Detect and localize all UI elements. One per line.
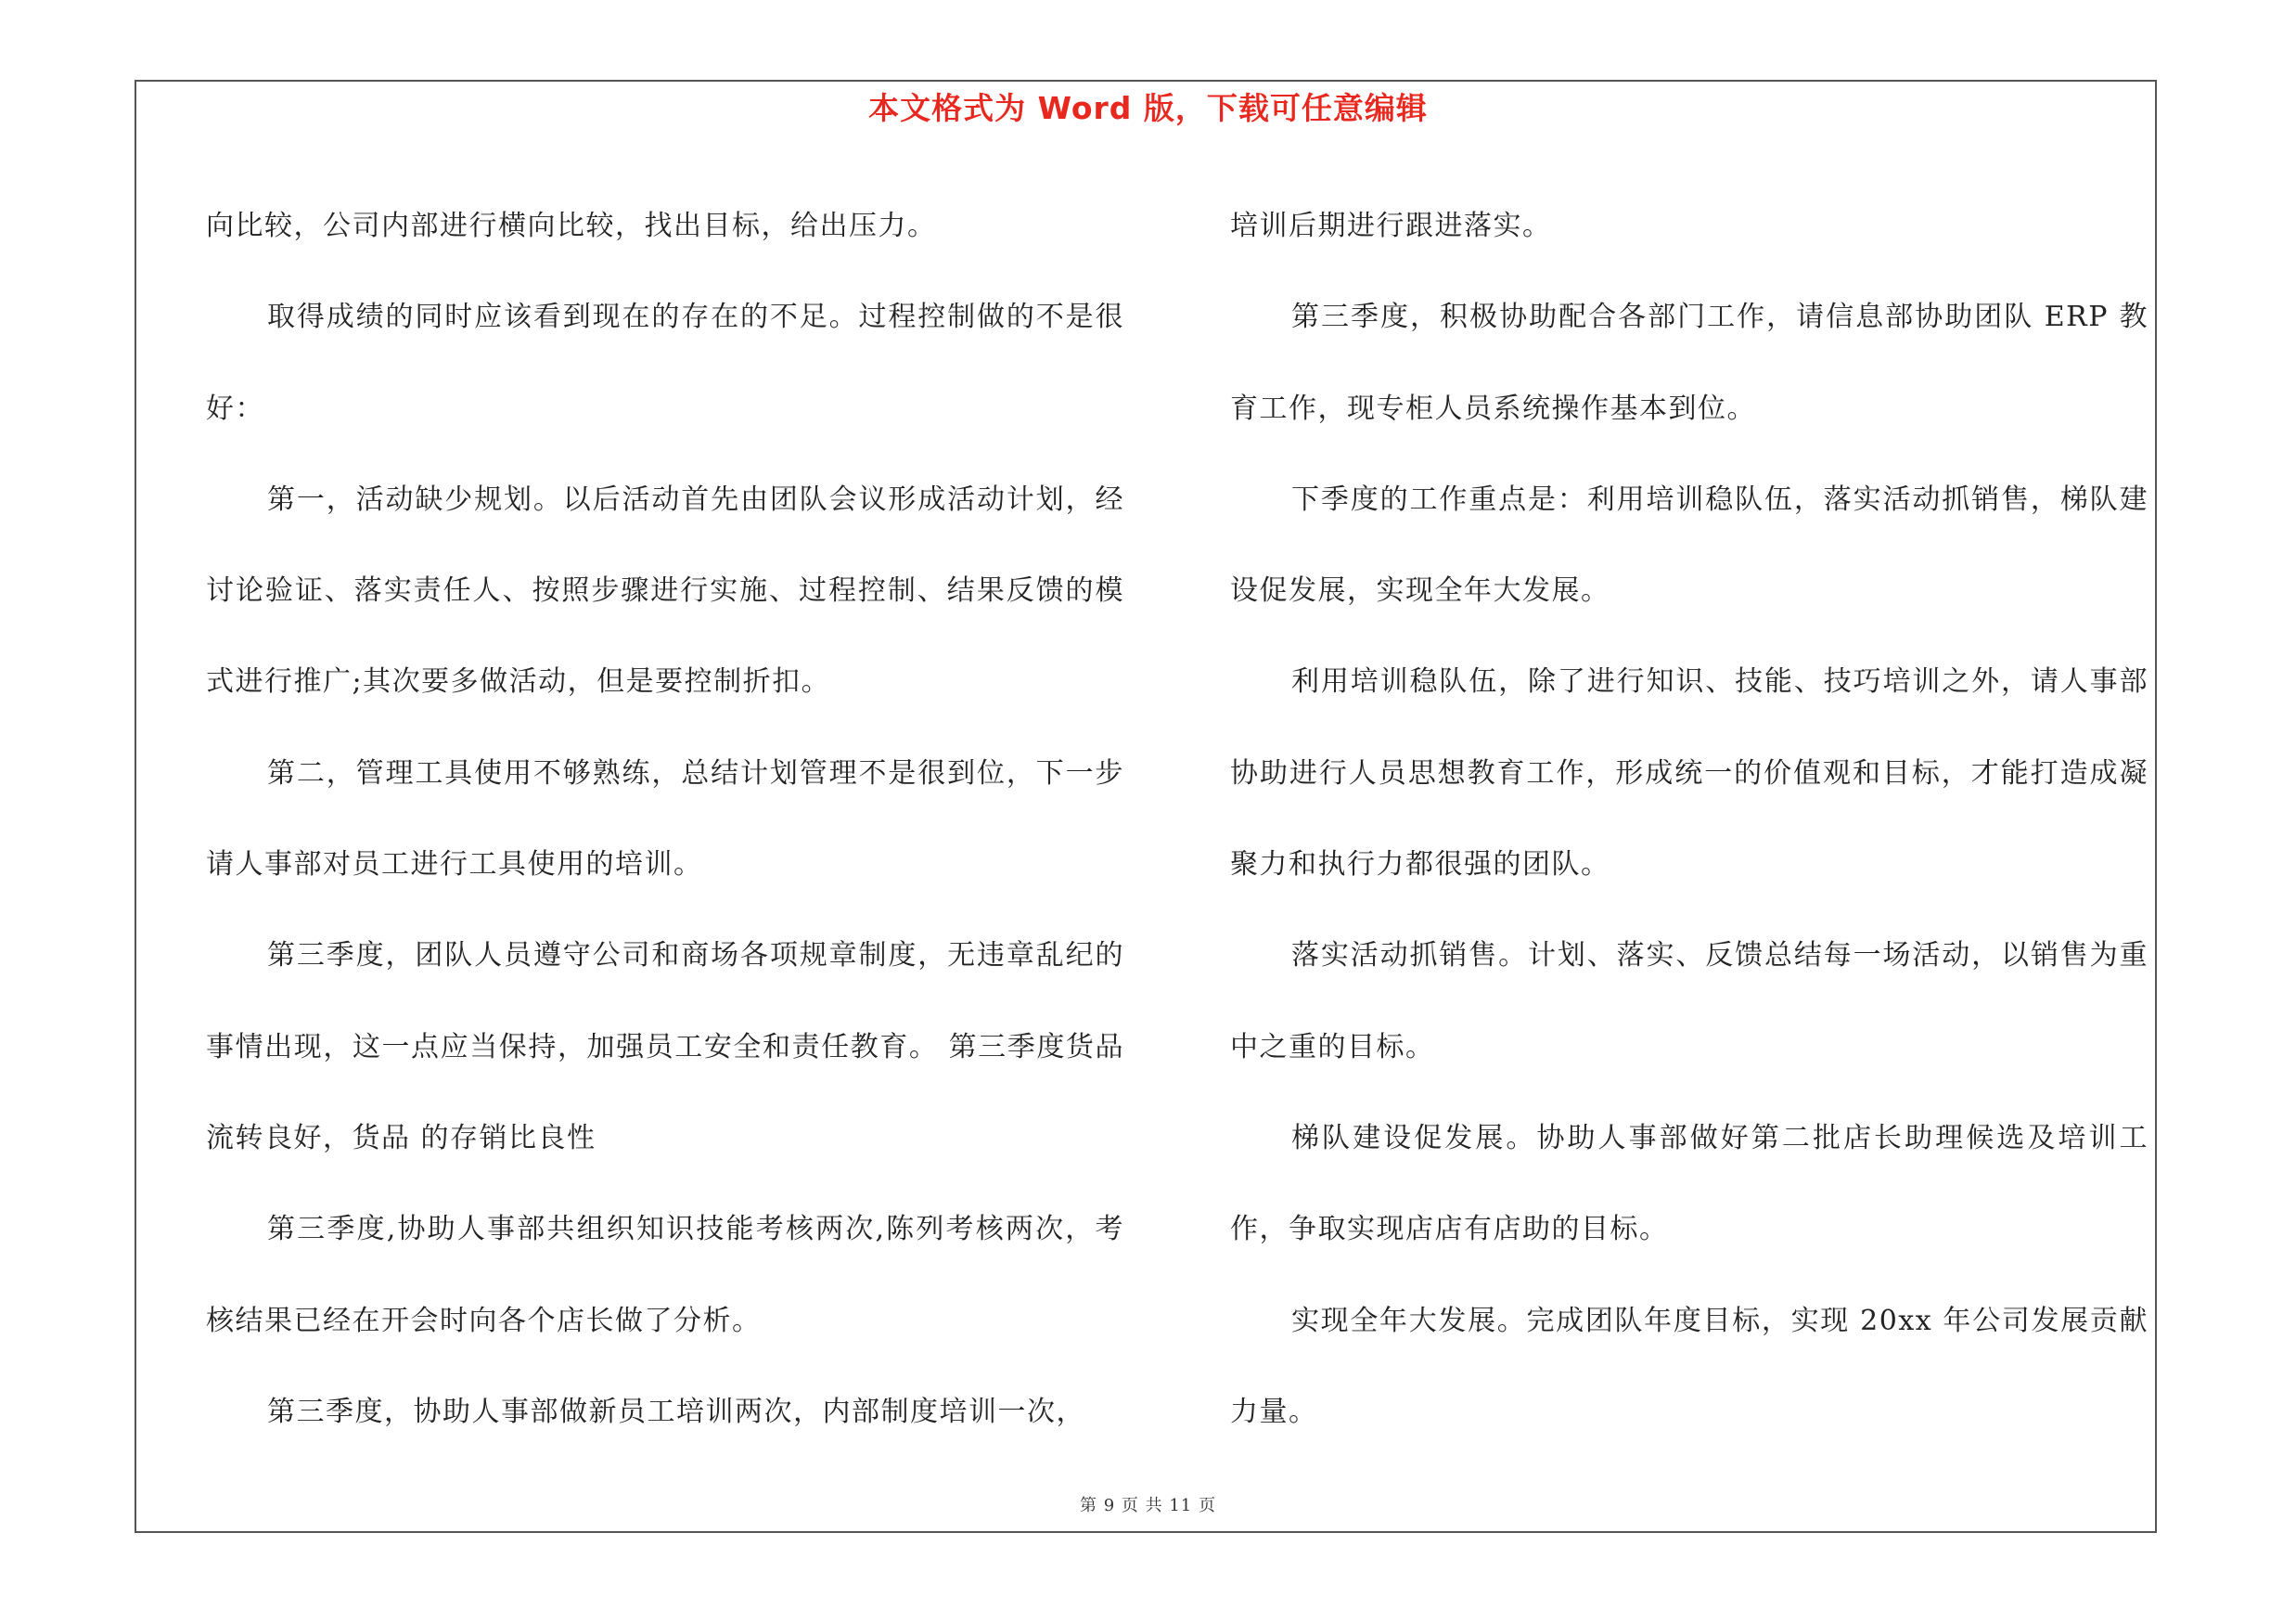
paragraph: 培训后期进行跟进落实。 xyxy=(1230,210,1552,242)
paragraph: 取得成绩的同时应该看到现在的存在的不足。过程控制做的不是很好： xyxy=(206,301,1124,425)
paragraph: 第二，管理工具使用不够熟练，总结计划管理不是很到位，下一步请人事部对员工进行工具使用的培训。 xyxy=(206,756,1124,882)
right-column xyxy=(1230,181,2148,1458)
paragraph: 第三季度，协助人事部做新员工培训两次，内部制度培训一次， xyxy=(267,1395,1085,1428)
paragraph: 落实活动抓销售。计划、落实、反馈总结每一场活动，以销售为重中之重的目标。 xyxy=(1230,939,2148,1063)
paragraph: 实现全年大发展。完成团队年度目标，实现 20xx 年公司发展贡献力量。 xyxy=(1230,1304,2148,1428)
paragraph: 梯队建设促发展。协助人事部做好第二批店长助理候选及培训工作，争取实现店店有店助的目标。 xyxy=(1230,1121,2148,1246)
paragraph: 第三季度，团队人员遵守公司和商场各项规章制度，无违章乱纪的事情出现，这一点应当保持，加强员工安全和责任教育。 第三季度货品流转良好，货品 的存销比良性 xyxy=(206,939,1124,1154)
paragraph: 第一，活动缺少规划。以后活动首先由团队会议形成活动计划，经讨论验证、落实责任人、按照步骤进行实施、过程控制、结果反馈的模式进行推广;其次要多做活动，但是要控制折扣。 xyxy=(206,483,1124,699)
paragraph: 第三季度，积极协助配合各部门工作，请信息部协助团队 ERP 教育工作，现专柜人员系统操作基本到位。 xyxy=(1230,301,2148,425)
header-banner: 本文格式为 Word 版，下载可任意编辑 xyxy=(868,90,1428,126)
paragraph: 向比较，公司内部进行横向比较，找出目标，给出压力。 xyxy=(206,210,937,242)
page-number: 第 9 页 共 11 页 xyxy=(1080,1496,1216,1515)
paragraph: 第三季度,协助人事部共组织知识技能考核两次,陈列考核两次，考核结果已经在开会时向各个店长做了分析。 xyxy=(206,1213,1124,1337)
paragraph: 下季度的工作重点是：利用培训稳队伍，落实活动抓销售，梯队建设促发展，实现全年大发展。 xyxy=(1230,483,2148,608)
left-column xyxy=(206,181,1124,1458)
paragraph: 利用培训稳队伍，除了进行知识、技能、技巧培训之外，请人事部协助进行人员思想教育工作，形成统一的价值观和目标，才能打造成凝聚力和执行力都很强的团队。 xyxy=(1230,665,2148,882)
